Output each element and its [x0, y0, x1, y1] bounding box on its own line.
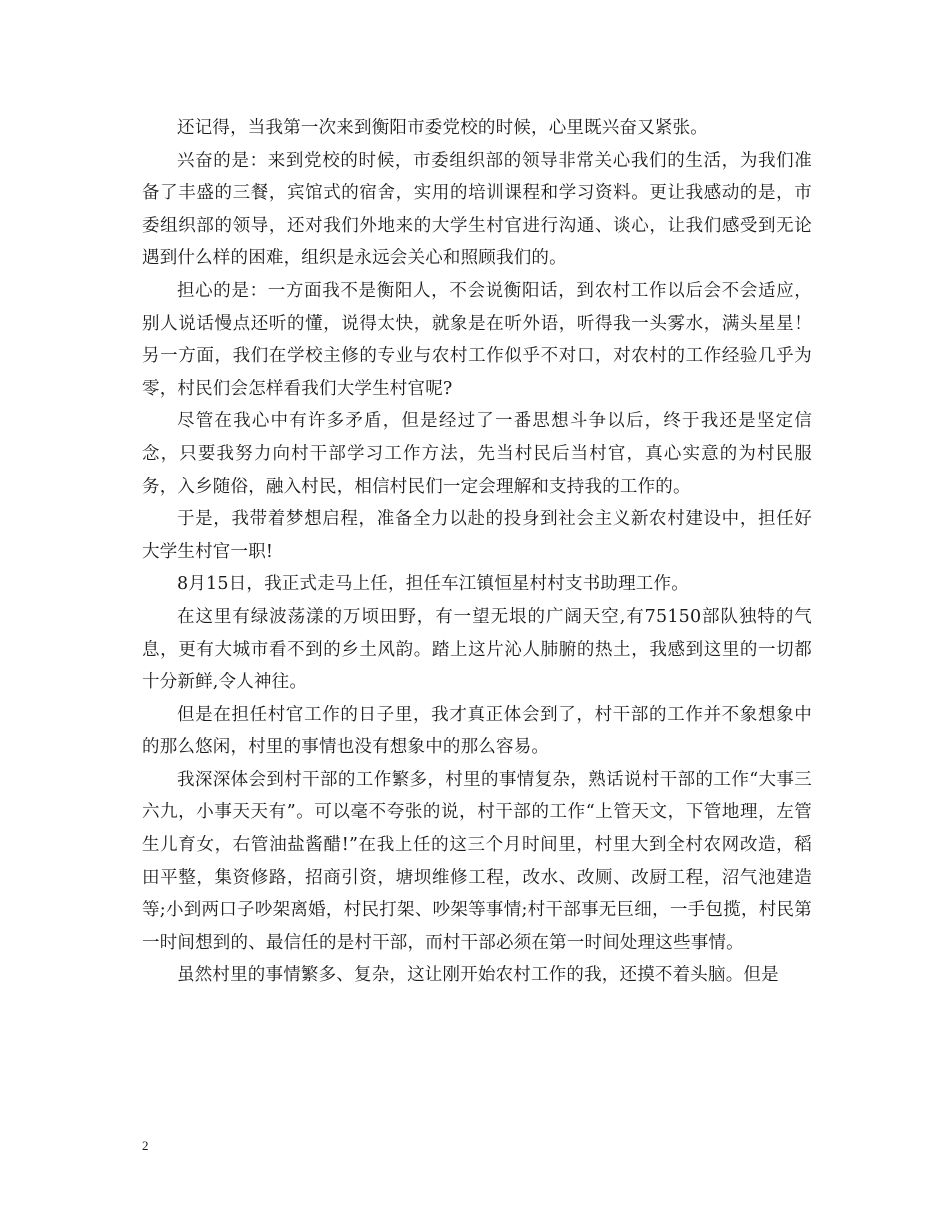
paragraph-4: 尽管在我心中有许多矛盾，但是经过了一番思想斗争以后，终于我还是坚定信念，只要我努力向村干部学习工作方法，先当村民后当村官，真心实意的为村民服务，入乡随俗，融入村民，相信村民们一定会理解和支持我的工作的。	[142, 411, 812, 497]
paragraph-6: 8月15日，我正式走马上任，担任车江镇恒星村村支书助理工作。	[177, 574, 689, 595]
paragraph-10: 虽然村里的事情繁多、复杂，这让刚开始农村工作的我，还摸不着头脑。但是	[177, 965, 779, 986]
paragraph-1: 还记得，当我第一次来到衡阳市委党校的时候，心里既兴奋又紧张。	[177, 118, 708, 138]
paragraph-8: 但是在担任村官工作的日子里，我才真正体会到了，村干部的工作并不象想象中的那么悠闲，村里的事情也没有想象中的那么容易。	[142, 704, 812, 758]
paragraph-2: 兴奋的是：来到党校的时候，市委组织部的领导非常关心我们的生活，为我们准备了丰盛的三餐，宾馆式的宿舍，实用的培训课程和学习资料。更让我感动的是，市委组织部的领导，还对我们外地来的大学生村官进行沟通、谈心，让我们感受到无论遇到什么样的困难，组织是永远会关心和照顾我们的。	[142, 150, 812, 269]
paragraph-3: 担心的是：一方面我不是衡阳人，不会说衡阳话，到农村工作以后会不会适应，别人说话慢点还听的懂，说得太快，就象是在听外语，听得我一头雾水，满头星星！另一方面，我们在学校主修的专业与农村工作似乎不对口，对农村的工作经验几乎为零，村民们会怎样看我们大学生村官呢?	[142, 280, 812, 399]
document-body	[142, 112, 812, 992]
paragraph-7: 在这里有绿波荡漾的万顷田野，有一望无垠的广阔天空,有75150部队独特的气息，更有大城市看不到的乡土风韵。踏上这片沁人肺腑的热土，我感到这里的一切都十分新鲜,令人神往。	[142, 606, 812, 693]
paragraph-9: 我深深体会到村干部的工作繁多，村里的事情复杂，熟话说村干部的工作“大事三六九，小事天天有”。可以毫不夸张的说，村干部的工作“上管天文，下管地理，左管生儿育女，右管油盐酱醋!”在我上任的这三个月时间里，村里大到全村农网改造，稻田平整，集资修路，招商引资，塘坝维修工程，改水、改厕、改厨工程，沼气池建造等;小到两口子吵架离婚，村民打架、吵架等事情;村干部事无巨细，一手包揽，村民第一时间想到的、最信任的是村干部，而村干部必须在第一时间处理这些事情。	[142, 769, 812, 953]
page-number: 2	[142, 1138, 149, 1153]
paragraph-5: 于是，我带着梦想启程，准备全力以赴的投身到社会主义新农村建设中，担任好大学生村官一职!	[142, 509, 812, 562]
